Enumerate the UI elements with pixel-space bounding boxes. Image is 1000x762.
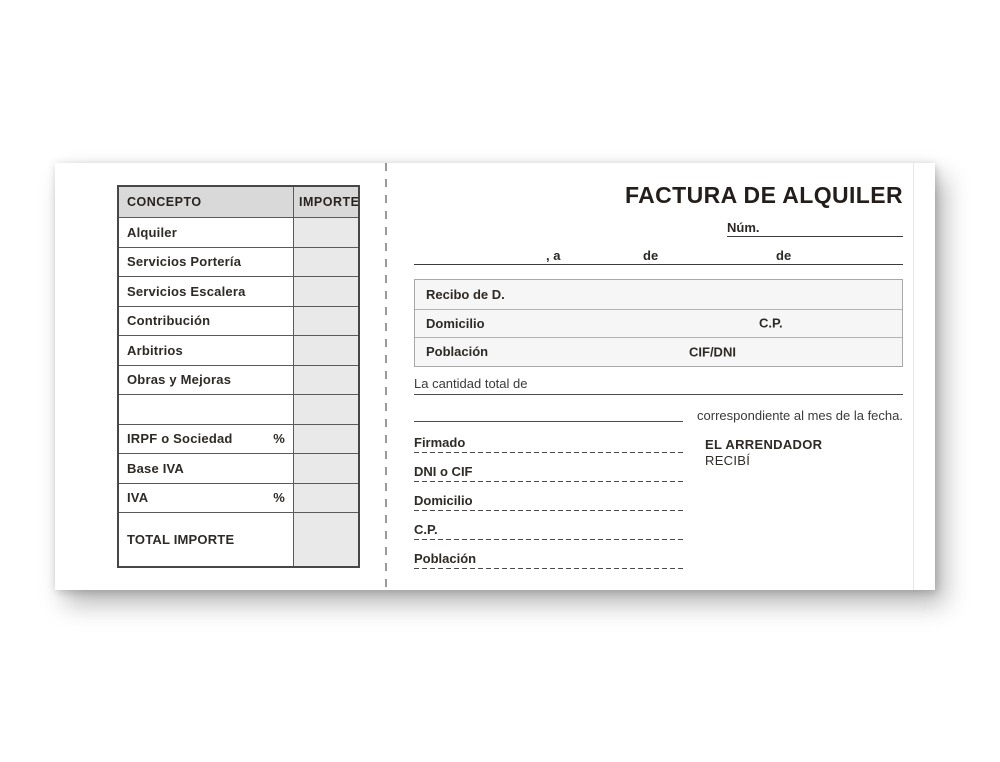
cp-dashed-line bbox=[414, 539, 683, 540]
importe-blank-cell bbox=[293, 484, 358, 513]
importe-blank-cell bbox=[293, 366, 358, 395]
total-label-cell bbox=[119, 513, 293, 566]
concepto-header-label: CONCEPTO bbox=[127, 195, 202, 209]
percent-suffix: % bbox=[273, 431, 285, 447]
concepto-cell bbox=[119, 454, 293, 483]
importe-blank-cell bbox=[293, 307, 358, 336]
table-row bbox=[119, 335, 358, 365]
table-header-row bbox=[119, 187, 358, 217]
firmado-label: Firmado bbox=[414, 435, 466, 450]
firmado-field bbox=[414, 436, 683, 453]
page-title: FACTURA DE ALQUILER bbox=[624, 182, 903, 208]
cp-label: C.P. bbox=[759, 315, 783, 331]
dni-cif-label: DNI o CIF bbox=[414, 464, 473, 479]
perforation-dashed-divider bbox=[385, 163, 387, 590]
concepto-cell bbox=[119, 248, 293, 277]
dni-cif-dashed-line bbox=[414, 481, 683, 482]
recibo-box bbox=[414, 279, 903, 367]
arrendador-block bbox=[705, 437, 822, 468]
importe-header-label: IMPORTE bbox=[299, 195, 360, 209]
table-row bbox=[119, 276, 358, 306]
table-row-empty bbox=[119, 394, 358, 424]
concepto-cell bbox=[119, 277, 293, 306]
dni-cif-field bbox=[414, 465, 683, 482]
table-row bbox=[119, 424, 358, 454]
importe-blank-cell bbox=[293, 425, 358, 454]
recibi-label: RECIBÍ bbox=[705, 453, 751, 468]
recibo-label: Recibo de D. bbox=[426, 286, 505, 302]
recibo-row bbox=[415, 280, 902, 309]
concepto-label: Servicios Portería bbox=[127, 254, 242, 270]
concepto-label: IRPF o Sociedad bbox=[127, 431, 233, 447]
poblacion-label: Población bbox=[426, 344, 489, 360]
table-row bbox=[119, 453, 358, 483]
importe-blank-cell bbox=[293, 454, 358, 483]
table-row bbox=[119, 483, 358, 513]
concepto-label: Obras y Mejoras bbox=[127, 372, 232, 388]
amount-total-line bbox=[414, 377, 903, 395]
importe-blank-cell bbox=[293, 395, 358, 424]
stub-table bbox=[117, 185, 360, 568]
concepto-cell bbox=[119, 307, 293, 336]
table-row bbox=[119, 247, 358, 277]
firmado-dashed-line bbox=[414, 452, 683, 453]
date-word-de: de bbox=[776, 248, 792, 263]
table-row bbox=[119, 365, 358, 395]
domicilio-dashed-line bbox=[414, 510, 683, 511]
concepto-label: IVA bbox=[127, 490, 149, 506]
poblacion-row bbox=[415, 337, 902, 366]
cp-field-label: C.P. bbox=[414, 522, 438, 537]
total-row bbox=[119, 512, 358, 566]
domicilio-row bbox=[415, 309, 902, 338]
date-word-a: , a bbox=[546, 248, 561, 263]
underlying-sheet-edge bbox=[913, 163, 914, 590]
concepto-cell bbox=[119, 425, 293, 454]
importe-blank-cell bbox=[293, 336, 358, 365]
concepto-label: Servicios Escalera bbox=[127, 283, 246, 299]
concepto-header-cell bbox=[119, 187, 293, 217]
concepto-label: Arbitrios bbox=[127, 342, 183, 358]
cp-field bbox=[414, 523, 683, 540]
domicilio-field bbox=[414, 494, 683, 511]
importe-header-cell bbox=[293, 187, 358, 217]
date-blank-line bbox=[414, 249, 903, 265]
num-field bbox=[727, 220, 903, 237]
poblacion-dashed-line bbox=[414, 568, 683, 569]
date-word-de: de bbox=[643, 248, 659, 263]
arrendador-label: EL ARRENDADOR bbox=[705, 437, 823, 452]
concepto-cell bbox=[119, 336, 293, 365]
concepto-label: Base IVA bbox=[127, 460, 184, 476]
total-label: TOTAL IMPORTE bbox=[127, 532, 235, 547]
invoice-page bbox=[55, 163, 935, 590]
domicilio-label: Domicilio bbox=[426, 315, 485, 331]
num-label: Núm. bbox=[727, 220, 760, 235]
table-row bbox=[119, 306, 358, 336]
importe-blank-cell bbox=[293, 248, 358, 277]
concepto-label: Contribución bbox=[127, 313, 211, 329]
amount-total-label: La cantidad total de bbox=[414, 376, 528, 391]
cif-dni-label: CIF/DNI bbox=[689, 344, 736, 360]
poblacion-field bbox=[414, 552, 683, 569]
concepto-cell bbox=[119, 366, 293, 395]
total-importe-blank-cell bbox=[293, 513, 358, 566]
concepto-cell bbox=[119, 395, 293, 424]
table-row bbox=[119, 217, 358, 247]
concepto-cell bbox=[119, 218, 293, 247]
domicilio-field-label: Domicilio bbox=[414, 493, 473, 508]
poblacion-field-label: Población bbox=[414, 551, 477, 566]
corresponding-month-label: correspondiente al mes de la fecha. bbox=[697, 408, 903, 423]
importe-blank-cell bbox=[293, 277, 358, 306]
concepto-label: Alquiler bbox=[127, 224, 177, 240]
concepto-cell bbox=[119, 484, 293, 513]
percent-suffix: % bbox=[273, 490, 285, 506]
importe-blank-cell bbox=[293, 218, 358, 247]
